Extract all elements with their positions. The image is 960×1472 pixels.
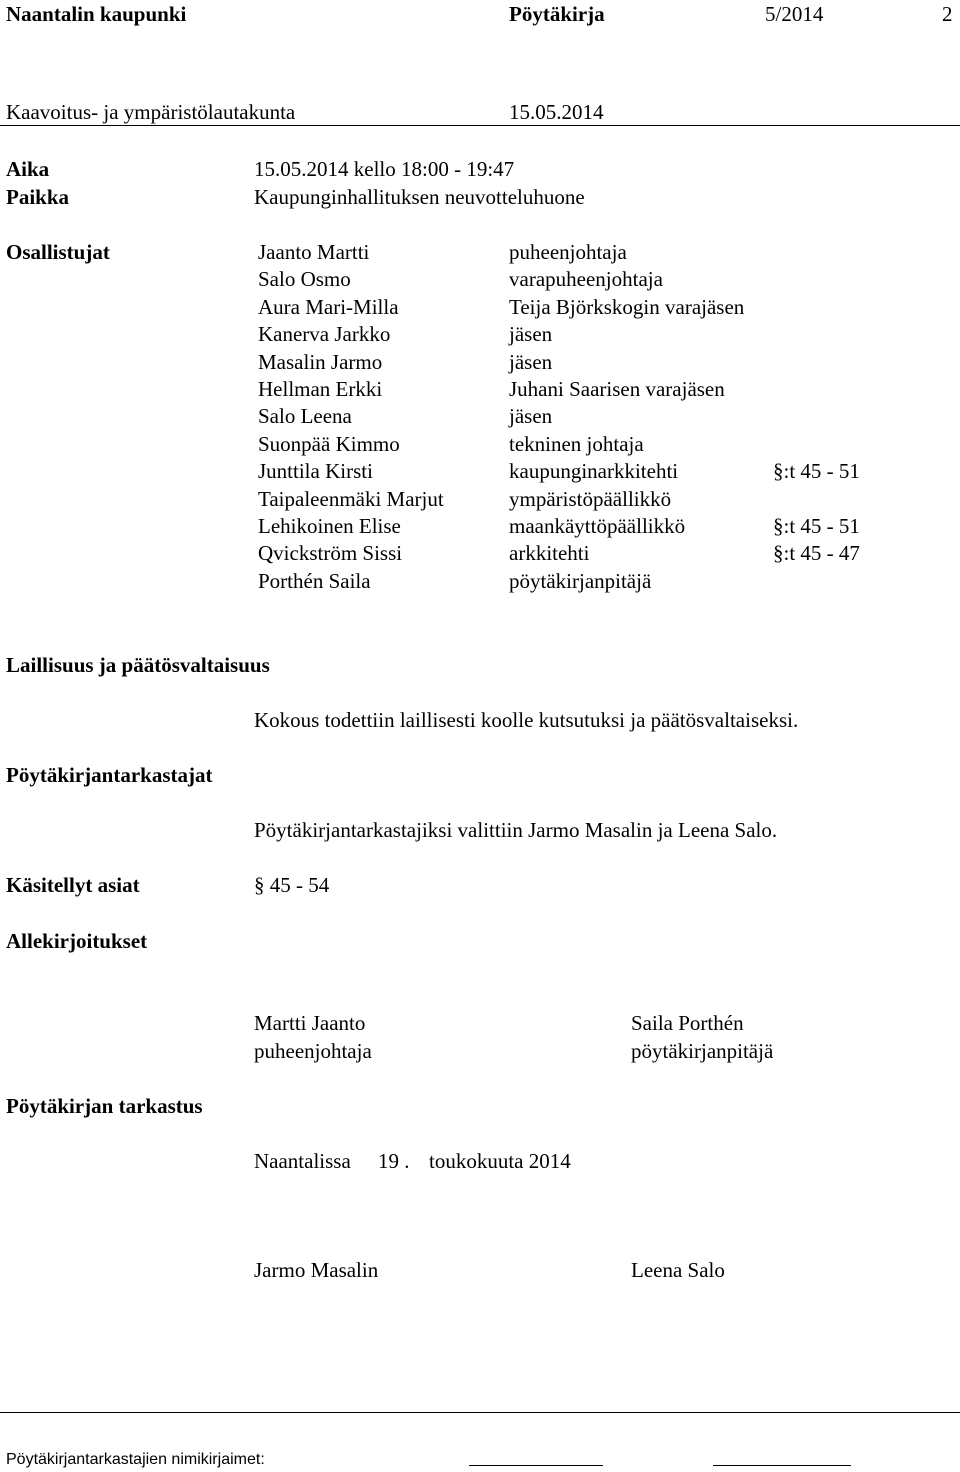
participant-name: Junttila Kirsti xyxy=(258,459,373,483)
section-sign-icon: § xyxy=(773,514,784,538)
participant-role: puheenjohtaja xyxy=(509,240,627,264)
participant-name: Lehikoinen Elise xyxy=(258,514,401,538)
inspector-left-name: Jarmo Masalin xyxy=(254,1258,379,1282)
document-type: Pöytäkirja xyxy=(509,2,605,26)
legality-label: Laillisuus ja päätösvaltaisuus xyxy=(6,653,270,677)
section-sign-icon: § xyxy=(773,541,784,565)
participants-label: Osallistujat xyxy=(6,240,110,264)
signatures-label: Allekirjoitukset xyxy=(6,929,148,953)
review-place: Naantalissa xyxy=(254,1149,351,1173)
items-label: Käsitellyt asiat xyxy=(6,873,140,897)
participant-sections: §:t 45 - 51 xyxy=(773,459,860,483)
participant-sections: §:t 45 - 51 xyxy=(773,514,860,538)
page-number: 2 xyxy=(942,2,953,26)
header-date: 15.05.2014 xyxy=(509,100,604,124)
participant-name: Masalin Jarmo xyxy=(258,350,383,374)
participant-name: Hellman Erkki xyxy=(258,377,383,401)
participant-role: ympäristöpäällikkö xyxy=(509,487,672,511)
document-number: 5/2014 xyxy=(765,2,824,26)
review-label: Pöytäkirjan tarkastus xyxy=(6,1094,203,1118)
footer-divider xyxy=(0,1412,960,1413)
legality-text: Kokous todettiin laillisesti koolle kutsutuksi ja päätösvaltaiseksi. xyxy=(254,708,799,732)
inspector-right-name: Leena Salo xyxy=(631,1258,725,1282)
time-label: Aika xyxy=(6,157,50,181)
initials-line-1 xyxy=(469,1465,603,1466)
committee-name: Kaavoitus- ja ympäristölautakunta xyxy=(6,100,296,124)
participant-name: Suonpää Kimmo xyxy=(258,432,400,456)
participant-role: varapuheenjohtaja xyxy=(509,267,663,291)
chair-role: puheenjohtaja xyxy=(254,1039,372,1063)
participant-role: jäsen xyxy=(509,322,553,346)
inspectors-label: Pöytäkirjantarkastajat xyxy=(6,763,213,787)
participant-name: Jaanto Martti xyxy=(258,240,370,264)
participant-name: Aura Mari-Milla xyxy=(258,295,399,319)
participant-sections: §:t 45 - 47 xyxy=(773,541,860,565)
secretary-name: Saila Porthén xyxy=(631,1011,744,1035)
participant-name: Salo Leena xyxy=(258,404,352,428)
participant-role: jäsen xyxy=(509,350,553,374)
participant-role: pöytäkirjanpitäjä xyxy=(509,569,652,593)
review-day: 19 . xyxy=(378,1149,410,1173)
header-divider xyxy=(0,125,960,126)
participant-name: Porthén Saila xyxy=(258,569,371,593)
participant-name: Taipaleenmäki Marjut xyxy=(258,487,444,511)
participant-role: Teija Björkskogin varajäsen xyxy=(509,295,745,319)
chair-name: Martti Jaanto xyxy=(254,1011,366,1035)
participant-name: Salo Osmo xyxy=(258,267,351,291)
participant-role: maankäyttöpäällikkö xyxy=(509,514,686,538)
municipality-name: Naantalin kaupunki xyxy=(6,2,187,26)
review-month-year: toukokuuta 2014 xyxy=(429,1149,571,1173)
time-value: 15.05.2014 kello 18:00 - 19:47 xyxy=(254,157,515,181)
participant-role: arkkitehti xyxy=(509,541,590,565)
initials-line-2 xyxy=(713,1465,851,1466)
section-sign-icon: § xyxy=(254,873,265,897)
place-label: Paikka xyxy=(6,185,70,209)
initials-label: Pöytäkirjantarkastajien nimikirjaimet: xyxy=(6,1451,265,1468)
participant-role: kaupunginarkkitehti xyxy=(509,459,679,483)
inspectors-text: Pöytäkirjantarkastajiksi valittiin Jarmo Masalin ja Leena Salo. xyxy=(254,818,778,842)
secretary-role: pöytäkirjanpitäjä xyxy=(631,1039,774,1063)
participant-name: Kanerva Jarkko xyxy=(258,322,391,346)
participant-role: Juhani Saarisen varajäsen xyxy=(509,377,725,401)
items-value: § 45 - 54 xyxy=(254,873,330,897)
participant-role: jäsen xyxy=(509,404,553,428)
participant-name: Qvickström Sissi xyxy=(258,541,403,565)
section-sign-icon: § xyxy=(773,459,784,483)
participant-role: tekninen johtaja xyxy=(509,432,644,456)
place-value: Kaupunginhallituksen neuvotteluhuone xyxy=(254,185,585,209)
